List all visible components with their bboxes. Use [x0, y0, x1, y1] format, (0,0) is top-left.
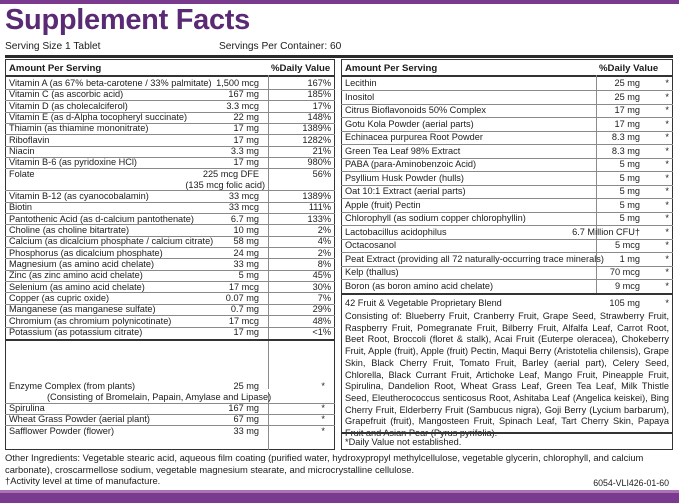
nutrient-name: Manganese (as manganese sulfate): [9, 304, 156, 315]
nutrient-name: Lactobacillus acidophilus: [345, 226, 447, 237]
nutrient-row: [9, 304, 331, 315]
nutrient-name: Spirulina: [9, 403, 45, 413]
nutrient-name: Green Tea Leaf 98% Extract: [345, 145, 461, 156]
nutrient-name: Phosphorus (as dicalcium phosphate): [9, 247, 163, 258]
nutrient-name: Copper (as cupric oxide): [9, 292, 110, 303]
nutrient-daily-value: 2%: [317, 247, 331, 258]
nutrient-amount-detail: (135 mcg folic acid): [185, 179, 265, 190]
serving-size: Serving Size 1 Tablet: [5, 41, 101, 52]
blend-top-rule: [341, 293, 673, 295]
nutrient-daily-value: *: [665, 186, 669, 196]
nutrient-name: Calcium (as dicalcium phosphate / calcium citrate): [9, 236, 214, 247]
bottom-color-band-highlight: [0, 490, 679, 493]
nutrient-daily-value: 56%: [312, 168, 331, 179]
nutrient-daily-value: *: [665, 78, 669, 88]
nutrient-daily-value: 111%: [308, 202, 331, 213]
nutrient-name: Folate: [9, 168, 35, 179]
nutrient-amount: 167 mg: [228, 403, 259, 413]
nutrient-amount: 70 mcg: [609, 267, 640, 277]
nutrient-daily-value: 2%: [317, 224, 331, 235]
nutrient-amount: 167 mg: [228, 89, 259, 100]
nutrient-daily-value: 185%: [307, 89, 331, 100]
nutrient-row: [9, 270, 331, 281]
nutrient-name: Octacosanol: [345, 240, 397, 250]
nutrient-daily-value: *: [665, 118, 669, 129]
nutrient-row: [9, 101, 331, 112]
nutrient-amount: 5 mg: [619, 199, 640, 210]
panel-title: Supplement Facts: [5, 4, 250, 36]
nutrient-daily-value: *: [665, 145, 669, 156]
nutrient-daily-value: 8%: [317, 258, 331, 269]
nutrient-amount: 10 mg: [233, 224, 259, 235]
nutrient-amount: 5 mg: [238, 270, 259, 281]
dv-note-text: *Daily Value not established.: [345, 437, 462, 447]
nutrient-amount: 24 mg: [233, 247, 259, 258]
nutrient-daily-value: *: [665, 280, 669, 291]
nutrient-daily-value: *: [665, 159, 669, 169]
nutrient-amount: 6.7 Million CFU†: [572, 226, 640, 237]
nutrient-name: Chlorophyll (as sodium copper chlorophyllin): [345, 213, 526, 223]
nutrient-amount: 9 mcg: [614, 280, 640, 291]
nutrient-row: [9, 157, 331, 168]
nutrient-name: Selenium (as amino acid chelate): [9, 281, 145, 292]
nutrient-amount: 5 mcg: [614, 240, 640, 250]
nutrient-name: Echinacea purpurea Root Powder: [345, 132, 483, 142]
nutrient-row: [9, 78, 331, 89]
nutrient-name: Peat Extract (providing all 72 naturally-occurring trace minerals): [345, 253, 604, 264]
nutrient-row: [9, 123, 331, 134]
nutrient-daily-value: 7%: [317, 292, 331, 303]
heavy-rule: [5, 55, 673, 58]
nutrient-amount: 1,500 mcg: [216, 78, 259, 88]
nutrient-amount: 5 mg: [619, 213, 640, 223]
nutrient-name: Pantothenic Acid (as d-calcium pantothenate): [9, 213, 194, 224]
nutrient-name: Vitamin A (as 67% beta-carotene / 33% palmitate): [9, 78, 212, 88]
nutrient-name: PABA (para-Aminobenzoic Acid): [345, 159, 477, 169]
nutrient-amount: 8.3 mg: [611, 132, 640, 142]
nutrient-name: Vitamin C (as ascorbic acid): [9, 89, 124, 100]
blend-name: 42 Fruit & Vegetable Proprietary Blend: [345, 298, 502, 308]
nutrient-amount: 17 mg: [233, 327, 259, 337]
nutrient-daily-value: 29%: [312, 304, 331, 315]
nutrient-amount: 17 mg: [233, 123, 259, 134]
nutrient-name: Potassium (as potassium citrate): [9, 327, 143, 337]
nutrient-name: Zinc (as zinc amino acid chelate): [9, 270, 143, 281]
nutrient-daily-value: *: [665, 91, 669, 102]
servings-per-container: Servings Per Container: 60: [219, 41, 342, 52]
nutrient-name: Vitamin B-12 (as cyanocobalamin): [9, 190, 149, 201]
nutrient-amount: 3.3 mg: [230, 146, 259, 157]
nutrient-row: [9, 191, 331, 202]
nutrient-daily-value: *: [665, 240, 669, 250]
nutrient-name: Gotu Kola Powder (aerial parts): [345, 118, 474, 129]
nutrient-name: Boron (as boron amino acid chelate): [345, 280, 494, 291]
nutrient-daily-value: *: [665, 226, 669, 237]
nutrient-amount: 5 mg: [619, 172, 640, 183]
nutrient-row: [9, 225, 331, 236]
nutrient-name: Lecithin: [345, 78, 377, 88]
nutrient-row: [9, 327, 331, 338]
nutrient-row: [9, 169, 331, 191]
nutrient-daily-value: 1389%: [302, 190, 331, 201]
nutrient-amount: 17 mg: [233, 134, 259, 145]
nutrient-daily-value: *: [321, 381, 325, 391]
nutrient-name: Choline (as choline bitartrate): [9, 224, 130, 235]
nutrient-daily-value: 148%: [307, 112, 331, 123]
nutrient-daily-value: 4%: [317, 236, 331, 247]
nutrient-amount: 17 mg: [614, 118, 640, 129]
nutrient-amount: 58 mg: [233, 236, 259, 247]
nutrient-amount: 17 mg: [233, 157, 259, 168]
nutrient-amount: 17 mg: [614, 105, 640, 115]
nutrient-daily-value: <1%: [312, 327, 331, 337]
nutrient-row: [9, 135, 331, 146]
nutrient-name: Psyllium Husk Powder (hulls): [345, 172, 464, 183]
nutrient-row: [9, 381, 331, 403]
section-rule: [5, 339, 335, 341]
nutrient-name: Inositol: [345, 91, 375, 102]
blend-amount: 105 mg: [609, 298, 640, 308]
nutrient-name: Safflower Powder (flower): [9, 425, 115, 436]
nutrient-row: [9, 112, 331, 123]
nutrient-name: Riboflavin: [9, 134, 50, 145]
nutrient-amount: 17 mcg: [228, 315, 259, 326]
nutrient-row: [9, 248, 331, 259]
nutrient-daily-value: *: [665, 132, 669, 142]
label-code: 6054-VLI426-01-60: [593, 478, 669, 488]
nutrient-row: [9, 414, 331, 425]
nutrient-amount: 67 mg: [233, 414, 259, 425]
nutrient-daily-value: *: [665, 267, 669, 277]
nutrient-name: Vitamin D (as cholecalciferol): [9, 100, 128, 111]
left-amount-header: Amount Per Serving: [9, 63, 102, 74]
left-dv-header: %Daily Value: [271, 63, 331, 74]
nutrient-row: [9, 403, 331, 414]
nutrient-daily-value: 30%: [312, 281, 331, 292]
nutrient-row: [9, 89, 331, 100]
nutrient-amount: 0.7 mg: [230, 304, 259, 315]
nutrient-row: [345, 281, 669, 295]
nutrient-amount: 25 mg: [614, 78, 640, 88]
blend-ingredients: Consisting of: Blueberry Fruit, Cranberry Fruit, Grape Seed, Strawberry Fruit, Raspberry Fruit, Pomegranate Fruit, Bilberry Fruit, Alfalfa Leaf, Carrot Root, Beet Root, Broccoli (floret & stalk), Acai Fruit (Euterpe oleracea), Chokeberry Fruit, Apple (fruit), Apple (fruit) Pectin, Maqui Berry (Aristotelia chilensis), Grape Skin, Black Cherry Fruit, Tomato Fruit, Barley (aerial part), Celery Seed, Chlorella, Black Currant Fruit, Artichoke Leaf, Mango Fruit, Pineapple Fruit, Spirulina, Dandelion Root, Wheat Grass Leaf, Green Tea Leaf, Milk Thistle Seed, Eleutherococcus senticosus Root, Ashitaba Leaf (Angelica keiskei), Bing Cherry Fruit, Elderberry Fruit (Sambucus nigra), Goji Berry (Lycium barbarum), Grapefruit (fruit), Mangosteen Fruit, Spinach Leaf, Tart Cherry Skin, Papaya: [345, 311, 669, 427]
nutrient-amount: 25 mg: [233, 381, 259, 391]
nutrient-row: [9, 202, 331, 213]
nutrient-row: [9, 316, 331, 327]
nutrient-name: Chromium (as chromium polynicotinate): [9, 315, 172, 326]
nutrient-row: [9, 214, 331, 225]
blend-dv: *: [665, 298, 669, 308]
nutrient-name: Niacin: [9, 146, 35, 157]
nutrient-daily-value: 1389%: [302, 123, 331, 134]
nutrient-row: [9, 293, 331, 304]
nutrient-name: Magnesium (as amino acid chelate): [9, 258, 155, 269]
nutrient-row: [9, 259, 331, 270]
nutrient-daily-value: *: [321, 414, 325, 425]
nutrient-name: Vitamin B-6 (as pyridoxine HCl): [9, 157, 137, 168]
nutrient-daily-value: *: [665, 199, 669, 210]
nutrient-daily-value: 17%: [312, 100, 331, 111]
nutrient-daily-value: *: [321, 403, 325, 413]
nutrient-name: Oat 10:1 Extract (aerial parts): [345, 186, 466, 196]
nutrient-daily-value: *: [665, 253, 669, 264]
nutrient-name: Citrus Bioflavonoids 50% Complex: [345, 105, 486, 115]
nutrient-daily-value: 167%: [307, 78, 331, 88]
nutrient-name: Kelp (thallus): [345, 267, 399, 277]
nutrient-amount: 8.3 mg: [611, 145, 640, 156]
nutrient-daily-value: 45%: [312, 270, 331, 281]
nutrient-amount: 33 mcg: [228, 202, 259, 213]
nutrient-name: Wheat Grass Powder (aerial plant): [9, 414, 150, 425]
nutrient-name: Apple (fruit) Pectin: [345, 199, 421, 210]
nutrient-daily-value: *: [665, 172, 669, 183]
right-amount-header: Amount Per Serving: [345, 63, 438, 74]
nutrient-subtext: (Consisting of Bromelain, Papain, Amylase and Lipase): [47, 392, 272, 402]
blend-bottom-rule: [341, 432, 673, 434]
nutrient-daily-value: *: [665, 213, 669, 223]
nutrient-amount: 33 mg: [233, 425, 259, 436]
nutrient-daily-value: *: [665, 105, 669, 115]
left-header-rule: [5, 75, 335, 77]
nutrient-amount: 5 mg: [619, 186, 640, 196]
nutrient-daily-value: 1282%: [302, 134, 331, 145]
nutrient-amount: 17 mcg: [228, 281, 259, 292]
nutrient-name: Vitamin E (as d-Alpha tocopheryl succinate): [9, 112, 188, 123]
right-header-rule: [341, 75, 673, 77]
right-dv-header: %Daily Value: [599, 63, 659, 74]
nutrient-amount: 225 mcg DFE: [202, 168, 259, 179]
other-ingredients: Other Ingredients: Vegetable stearic acid, aqueous film coating (purified water, hydroxypropyl methylcellulose, vegetable glycerin, chlorophyll, and calcium carbonate), croscarmellose sodium, vegetable magnesium stearate, and microcrystalline cellulose.: [5, 452, 644, 475]
activity-note: †Activity level at time of manufacture.: [5, 475, 161, 486]
nutrient-daily-value: 133%: [307, 213, 331, 224]
nutrient-amount: 5 mg: [619, 159, 640, 169]
footer: [5, 452, 673, 487]
nutrient-amount: 33 mg: [233, 258, 259, 269]
nutrient-amount: 0.07 mg: [225, 292, 259, 303]
nutrient-daily-value: *: [321, 425, 325, 436]
nutrient-amount: 3.3 mcg: [226, 100, 259, 111]
nutrient-daily-value: 48%: [312, 315, 331, 326]
nutrient-row: [9, 282, 331, 293]
nutrient-amount: 22 mg: [233, 112, 259, 123]
nutrient-amount: 1 mg: [619, 253, 640, 264]
nutrient-row: [9, 426, 331, 437]
nutrient-name: Thiamin (as thiamine mononitrate): [9, 123, 149, 134]
nutrient-row: [9, 236, 331, 247]
nutrient-amount: 33 mcg: [228, 190, 259, 201]
nutrient-name: Biotin: [9, 202, 32, 213]
nutrient-name: Enzyme Complex (from plants): [9, 381, 136, 391]
nutrient-daily-value: 21%: [312, 146, 331, 157]
nutrient-amount: 6.7 mg: [230, 213, 259, 224]
nutrient-amount: 25 mg: [614, 91, 640, 102]
nutrient-daily-value: 980%: [307, 157, 331, 168]
nutrient-row: [9, 146, 331, 157]
